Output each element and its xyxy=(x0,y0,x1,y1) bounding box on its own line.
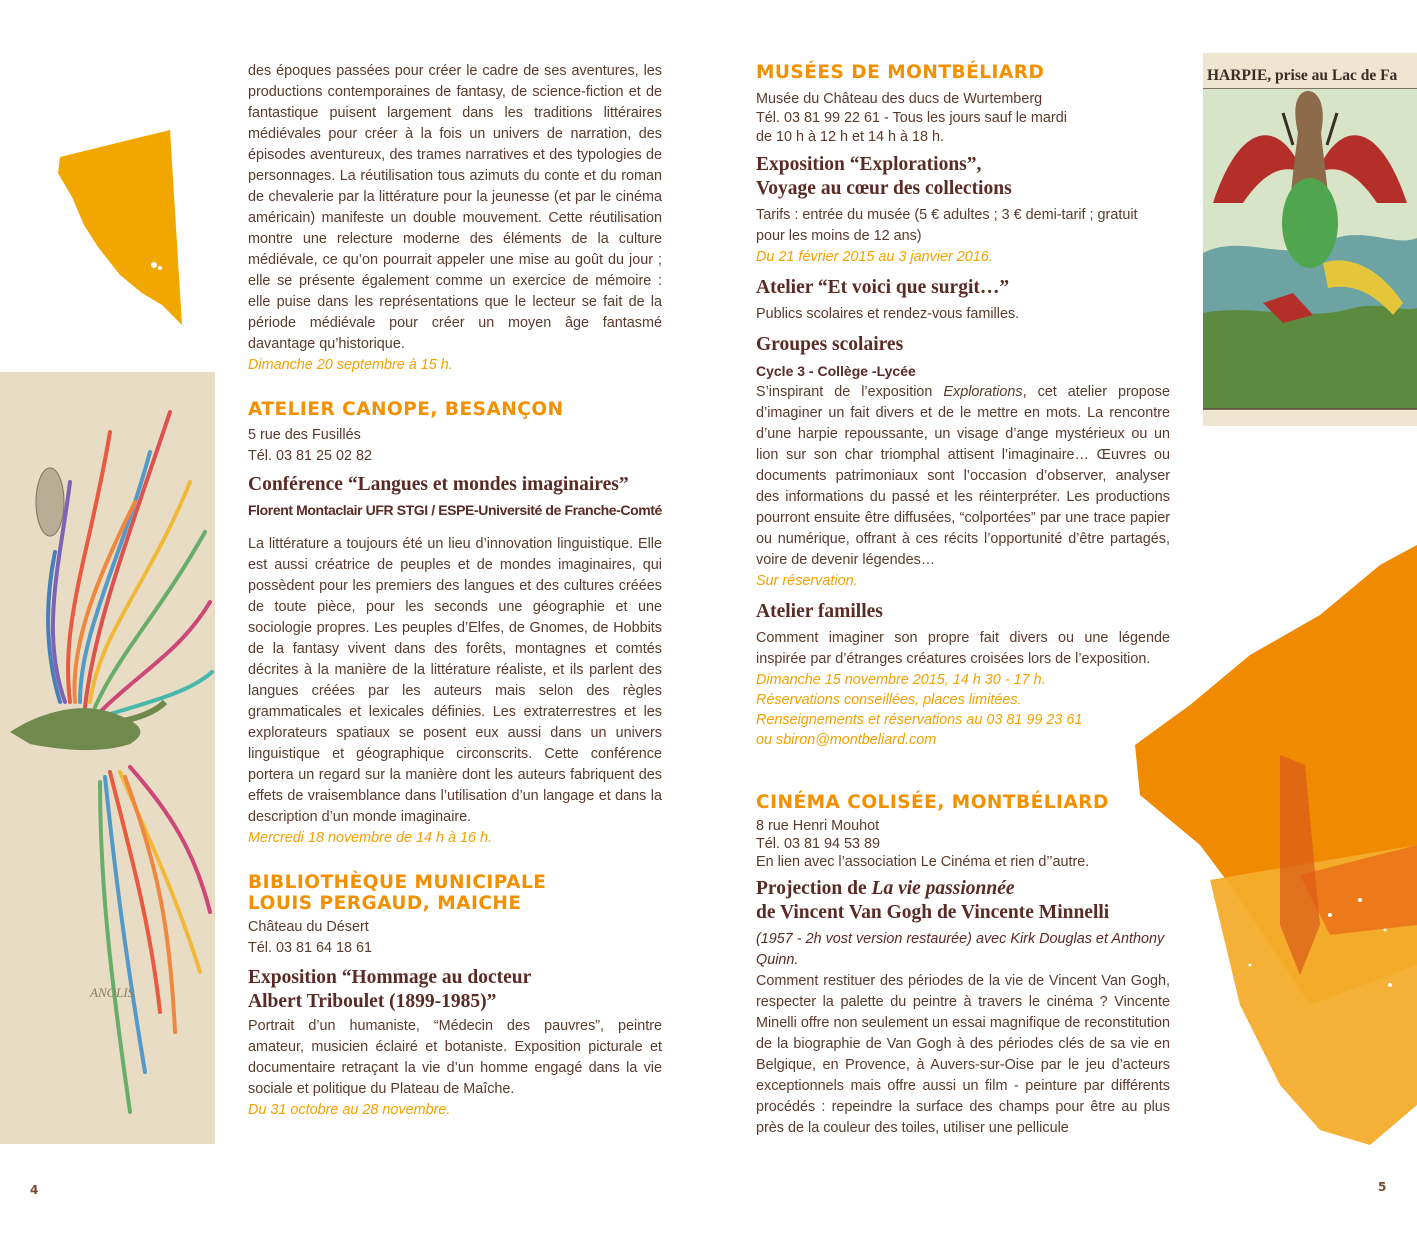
groupes-scolaires-title: Groupes scolaires xyxy=(756,334,904,355)
canope-date: Mercredi 18 novembre de 14 h à 16 h. xyxy=(248,830,492,846)
cinema-phone: Tél. 03 81 94 53 89 xyxy=(756,836,881,852)
bibliotheque-event-line1: Exposition “Hommage au docteur xyxy=(248,967,532,988)
canope-venue-title: ATELIER CANOPE, BESANÇON xyxy=(248,399,564,420)
atelier-familles-title: Atelier familles xyxy=(756,601,883,622)
right-column xyxy=(756,62,1170,1139)
atelier-familles-email: ou sbiron@montbeliard.com xyxy=(756,732,937,748)
bibliotheque-venue-line1: BIBLIOTHÈQUE MUNICIPALE xyxy=(248,872,547,893)
canope-description: La littérature a toujours été un lieu d’innovation linguistique. Elle est aussi créatrice de peuples et de mondes imaginaires, qui possèdent pour les premiers des langues et des cultures créées de toute pièce, pour les seconds une géographie et une sociologie propres. Les peuples d’Elfes, de Gnomes, de Hobbits de la fantasy vivent dans des forêts, montagnes et comtés décrites à la manière de la littérature réaliste, et ils parlent des langues créées par les auteurs mais selon des règles grammaticales et lexicales définies. Les extraterrestres et les explorateurs spatiaux se posent eux aussi dans un univers linguistique et géographique circonscrits. Cette conférence portera un regard sur la manière dont les auteurs fabriquent des effets de vraisemblance dans l’utilisation d’un langage et dans la description d’un monde imaginaire. xyxy=(248,536,662,825)
explorations-date: Du 21 février 2015 au 3 janvier 2016. xyxy=(756,249,993,265)
projection-description: Comment restituer des périodes de la vie de Vincent Van Gogh, respecter la palette du peintre à travers le cinéma ? Vincente Minelli offre non seulement un essai magnifique de reconstitution de la biographie de Van Gogh à des périodes clés de sa vie en Belgique, en Provence, à Auvers-sur-Oise par le jeu d’acteurs exceptionnels mais offre aussi un film - peinture par différents procédés : repeindre la surface des champs pour être au plus près de la couleur des toiles, utiliser une pellicule xyxy=(756,973,1170,1136)
atelier-familles-description: Comment imaginer son propre fait divers ou une légende inspirée par d’étranges créatures croisées lors de l’exposition. xyxy=(756,630,1170,667)
musees-hours-line2: de 10 h à 12 h et 14 h à 18 h. xyxy=(756,129,945,145)
atelier-familles-date: Dimanche 15 novembre 2015, 14 h 30 - 17 h. xyxy=(756,672,1046,688)
anolis-caption: ANOLIS xyxy=(90,985,135,1000)
atelier-familles-info: Renseignements et réservations au 03 81 99 23 61 xyxy=(756,712,1083,728)
groupes-cycle: Cycle 3 - Collège -Lycée xyxy=(756,363,916,379)
canope-speaker: Florent Montaclair UFR STGI / ESPE-Université de Franche-Comté xyxy=(248,502,662,518)
orange-paper-shape-top-left xyxy=(50,125,185,330)
explorations-title-line1: Exposition “Explorations”, xyxy=(756,154,982,175)
bibliotheque-phone: Tél. 03 81 64 18 61 xyxy=(248,940,373,956)
bibliotheque-date: Du 31 octobre au 28 novembre. xyxy=(248,1102,451,1118)
projection-details: (1957 - 2h vost version restaurée) avec Kirk Douglas et Anthony Quinn. xyxy=(756,931,1165,968)
left-column xyxy=(248,61,662,1121)
bibliotheque-description: Portrait d’un humaniste, “Médecin des pauvres”, peintre amateur, musicien éclairé et botaniste. Exposition picturale et documentaire retraçant la vie d’un homme engagé dans la vie sociale et politique du Plateau de Maîche. xyxy=(248,1018,662,1097)
groupes-description: S’inspirant de l’exposition Explorations, cet atelier propose d’imaginer un fait divers et de le mettre en mots. La rencontre d’une harpie repoussante, un visage d’ange mystérieux ou un lion sur son char triomphal attisent l’imaginaire… Œuvres ou documents patrimoniaux sont l’occasion d’observer, analyser des informations du passé et les réinterpréter. Les productions pourront ensuite être diffusées, “colportées” par une trace papier ou numérique, offrant à ces récits l’opportunité d’être partagés, voire de devenir légendes… xyxy=(756,384,1171,568)
orange-paper-shapes-bottom-right xyxy=(1130,545,1417,1150)
intro-paragraph: des époques passées pour créer le cadre de ses aventures, les productions contemporaines de fantasy, de science-fiction et de fantastique puisent largement dans les traditions littéraires médiévales pour créer à la fois un univers de narration, des épisodes aventureux, des trames narratives et des typologies de personnages. La réutilisation tous azimuts du conte et du roman de chevalerie par la littérature pour la jeunesse (et par le cinéma américain) manifeste un double mouvement. Cette réutilisation montre une relecture moderne des éléments de la culture médiévale, ce qu’on pourrait appeler une mise au goût du jour ; elle se présente également comme un exercice de mémoire : elle puise dans les représentations que le lecteur se fait de la période médiévale pour créer un moyen âge fantasmé davantage qu’historique. xyxy=(248,63,662,352)
musees-hours-line1: Tél. 03 81 99 22 61 - Tous les jours sauf le mardi xyxy=(756,110,1067,126)
atelier-surgit-title: Atelier “Et voici que surgit…” xyxy=(756,277,1010,298)
atelier-surgit-public: Publics scolaires et rendez-vous familles. xyxy=(756,306,1020,322)
musees-address: Musée du Château des ducs de Wurtemberg xyxy=(756,91,1043,107)
atelier-familles-reservation: Réservations conseillées, places limitées. xyxy=(756,692,1022,708)
musees-venue-title: MUSÉES DE MONTBÉLIARD xyxy=(756,62,1045,83)
explorations-title-line2: Voyage au cœur des collections xyxy=(756,178,1012,199)
bibliotheque-address: Château du Désert xyxy=(248,919,369,935)
page-number-right: 5 xyxy=(1378,1180,1387,1194)
canope-event-title: Conférence “Langues et mondes imaginaires” xyxy=(248,474,629,495)
canope-phone: Tél. 03 81 25 02 82 xyxy=(248,448,373,464)
intro-date: Dimanche 20 septembre à 15 h. xyxy=(248,357,453,373)
cinema-venue-title: CINÉMA COLISÉE, MONTBÉLIARD xyxy=(756,792,1109,813)
projection-title-line1: Projection de La vie passionnée xyxy=(756,878,1015,899)
cinema-partner: En lien avec l’association Le Cinéma et rien d’’autre. xyxy=(756,854,1090,870)
musees-tarifs: Tarifs : entrée du musée (5 € adultes ; 3 € demi-tarif ; gratuit pour les moins de 12 ans) xyxy=(756,207,1138,244)
page-number-left: 4 xyxy=(30,1183,39,1197)
harpie-caption: HARPIE, prise au Lac de Fa xyxy=(1207,67,1398,84)
cinema-address: 8 rue Henri Mouhot xyxy=(756,818,880,834)
bibliotheque-event-line2: Albert Triboulet (1899-1985)” xyxy=(248,991,497,1012)
harpie-engraving xyxy=(1203,53,1417,426)
lizard-feathers-illustration xyxy=(0,372,215,1144)
canope-address: 5 rue des Fusillés xyxy=(248,427,361,443)
groupes-reservation: Sur réservation. xyxy=(756,573,858,589)
projection-title-line2: de Vincent Van Gogh de Vincente Minnelli xyxy=(756,902,1110,923)
bibliotheque-venue-line2: LOUIS PERGAUD, MAICHE xyxy=(248,893,522,914)
